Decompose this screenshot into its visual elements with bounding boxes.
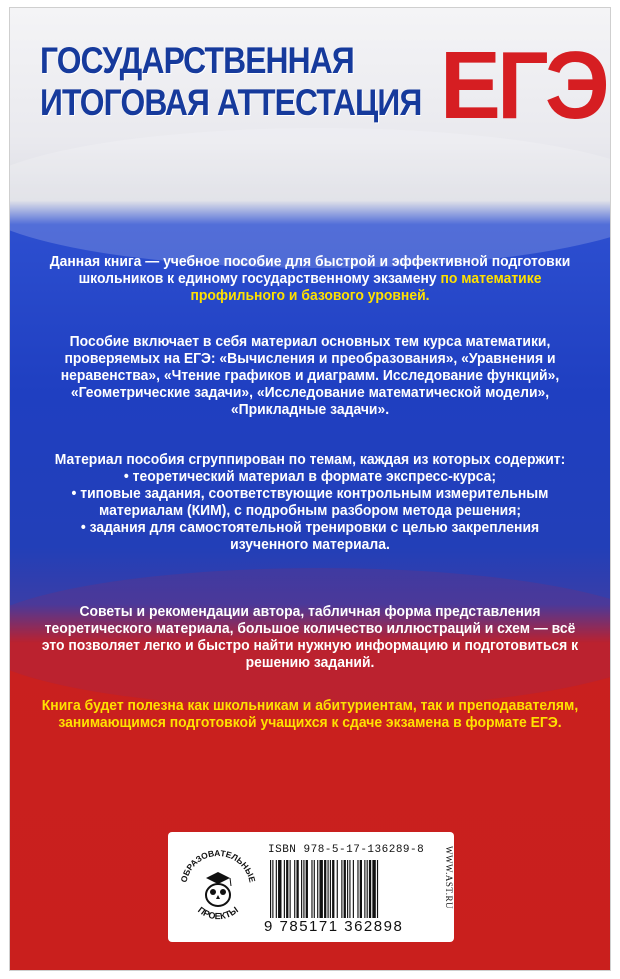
barcode-bar	[364, 860, 365, 918]
barcode-bar	[317, 860, 318, 918]
isbn-text: ISBN 978-5-17-136289-8	[268, 844, 425, 856]
contents-item: • теоретический материал в формате экспресс-курса;	[123, 469, 497, 485]
barcode-bar	[290, 860, 291, 918]
barcode-bar	[272, 860, 273, 918]
description-subject: по математике профильного и базового уровней.	[190, 271, 542, 304]
barcode-bar	[337, 860, 338, 918]
barcode-bar	[349, 860, 350, 918]
publisher-logo	[174, 838, 262, 936]
barcode-bar	[270, 860, 271, 918]
barcode-bar	[330, 860, 331, 918]
barcode-bar	[278, 860, 281, 918]
barcode-number: 9 785171 362898	[264, 918, 404, 935]
barcode-bar	[286, 860, 288, 918]
barcode-bar	[324, 860, 326, 918]
title-line-1: ГОСУДАРСТВЕННАЯ	[40, 40, 354, 81]
barcode-bar	[367, 860, 368, 918]
barcode	[268, 860, 436, 918]
barcode-bar	[332, 860, 334, 918]
barcode-bar	[344, 860, 346, 918]
contents-item: • задания для самостоятельной тренировки с целью закрепления изученного материала.	[80, 520, 540, 553]
audience-note: Книга будет полезна как школьникам и абитуриентам, так и преподавателям, занимающимся подготовкой учащихся к сдаче экзамена в формате ЕГЭ.	[41, 698, 579, 731]
barcode-bar	[347, 860, 348, 918]
barcode-bar	[357, 860, 358, 918]
owl-graduate-icon	[206, 872, 231, 906]
barcode-bar	[372, 860, 375, 918]
contents-item: • типовые задания, соответствующие контрольным измерительным материалам (КИМ), с подробным разбором метода решения;	[71, 486, 549, 519]
book-back-cover	[10, 8, 610, 970]
contents-intro: Материал пособия сгруппирован по темам, каждая из которых содержит:	[54, 452, 566, 468]
publisher-name-bottom: ПРОЕКТЫ	[196, 904, 241, 922]
ege-badge: ЕГЭ	[440, 32, 607, 139]
barcode-bar	[276, 860, 277, 918]
barcode-bar	[328, 860, 329, 918]
barcode-bar	[353, 860, 354, 918]
description-paragraph-1	[41, 254, 579, 305]
barcode-bar	[296, 860, 298, 918]
barcode-bar	[306, 860, 308, 918]
publisher-name-top: ОБРАЗОВАТЕЛЬНЫЕ	[178, 847, 258, 884]
description-intro: Данная книга — учебное пособие для быстрой и эффективной подготовки школьников к единому государственному экзамену	[49, 254, 571, 287]
barcode-bar	[294, 860, 295, 918]
barcode-panel	[168, 832, 454, 942]
series-title	[40, 40, 440, 124]
barcode-bar	[301, 860, 302, 918]
title-line-2: ИТОГОВАЯ АТТЕСТАЦИЯ	[40, 82, 422, 123]
barcode-bar	[319, 860, 322, 918]
barcode-bar	[341, 860, 342, 918]
publisher-website: WWW.AST.RU	[444, 846, 454, 909]
barcode-bar	[284, 860, 285, 918]
barcode-bar	[360, 860, 362, 918]
description-paragraph-4: Советы и рекомендации автора, табличная форма представления теоретического материала, большое количество иллюстраций и схем — всё это позволяет легко и быстро найти нужную информацию и подготовиться к решению заданий.	[41, 604, 579, 671]
barcode-bar	[311, 860, 312, 918]
svg-text:ПРОЕКТЫ	[196, 905, 240, 922]
flag-wave-highlight	[10, 128, 610, 268]
barcode-bar	[314, 860, 315, 918]
barcode-bar	[369, 860, 371, 918]
barcode-bar	[377, 860, 378, 918]
description-paragraph-3	[41, 452, 579, 554]
description-paragraph-2: Пособие включает в себя материал основных тем курса математики, проверяемых на ЕГЭ: «Вычисления и преобразования», «Уравнения и неравенства», «Чтение графиков и диаграмм. Исследование функций», «Геометрические задачи», «Исследование математической модели», «Прикладные задачи».	[60, 334, 560, 418]
barcode-bar	[303, 860, 304, 918]
